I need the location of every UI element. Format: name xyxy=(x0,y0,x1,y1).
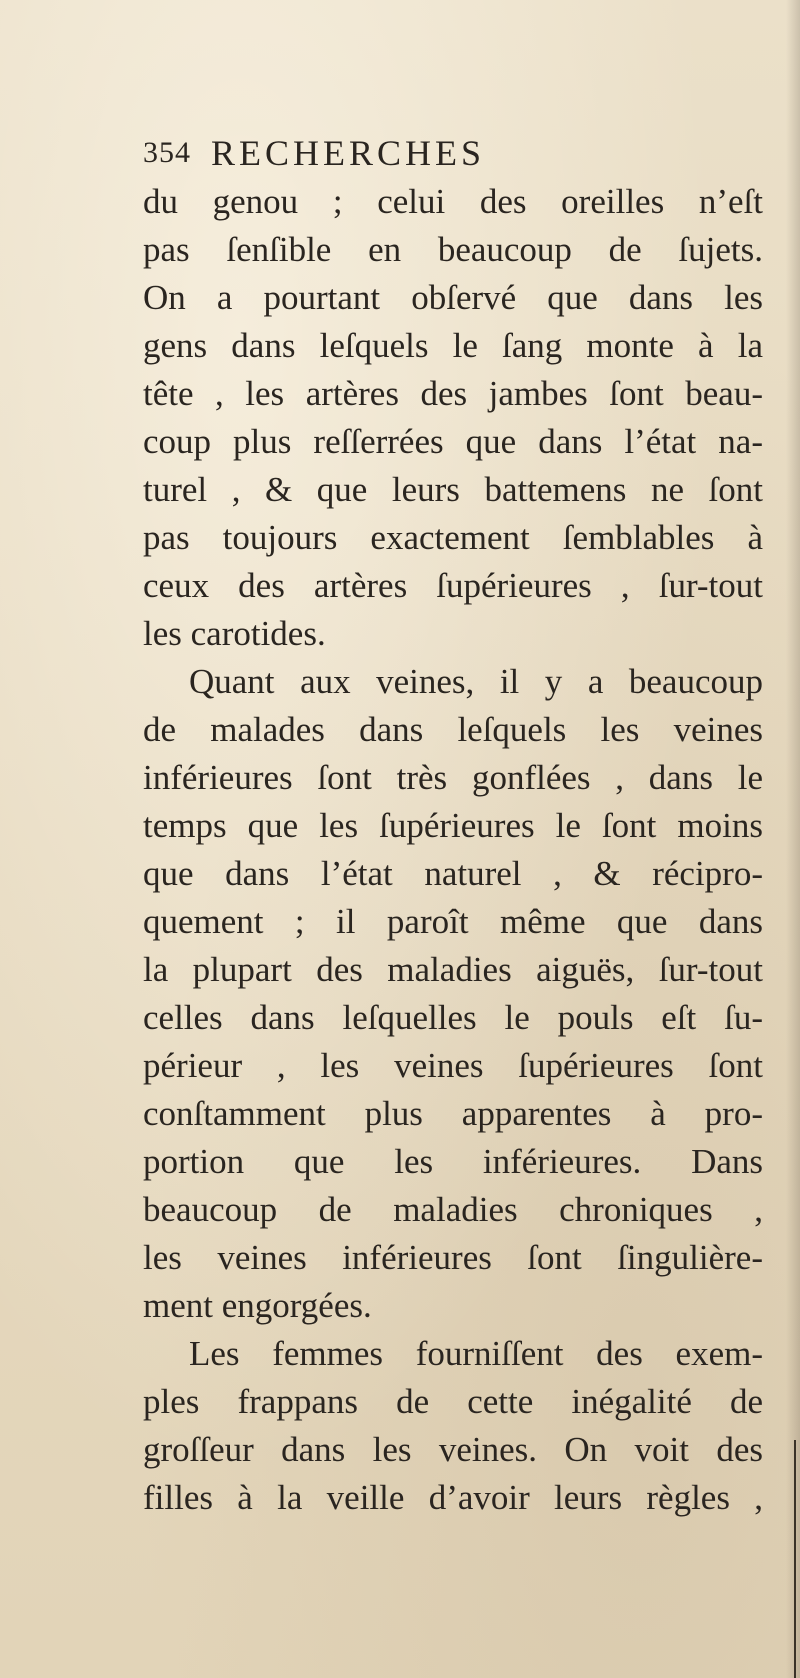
text-line: gens dans leſquels le ſang monte à la xyxy=(143,326,763,365)
paragraph-start: Quant aux veines, il y a beaucoup xyxy=(189,662,763,701)
running-title: RECHERCHES xyxy=(211,133,486,173)
text-line: périeur , les veines ſupérieures ſont xyxy=(143,1046,763,1085)
text-line: conſtamment plus apparentes à pro- xyxy=(143,1094,763,1133)
text-line: les carotides. xyxy=(143,614,326,653)
text-line: On a pourtant obſervé que dans les xyxy=(143,278,763,317)
text-line: beaucoup de maladies chroniques , xyxy=(143,1190,763,1229)
text-line: coup plus reſſerrées que dans l’état na- xyxy=(143,422,763,461)
page-number: 354 xyxy=(143,136,191,169)
text-line: ples frappans de cette inégalité de xyxy=(143,1382,763,1421)
text-line: pas toujours exactement ſemblables à xyxy=(143,518,763,557)
text-line: temps que les ſupérieures le ſont moins xyxy=(143,806,763,845)
text-line: turel , & que leurs battemens ne ſont xyxy=(143,470,763,509)
text-line: la plupart des maladies aiguës, ſur-tout xyxy=(143,950,763,989)
text-line: pas ſenſible en beaucoup de ſujets. xyxy=(143,230,763,269)
text-line: du genou ; celui des oreilles n’eſt xyxy=(143,182,763,221)
text-line: de malades dans leſquels les veines xyxy=(143,710,763,749)
text-line: les veines inférieures ſont ſingulière- xyxy=(143,1238,763,1277)
text-line: portion que les inférieures. Dans xyxy=(143,1142,763,1181)
text-line: groſſeur dans les veines. On voit des xyxy=(143,1430,763,1469)
text-line: filles à la veille d’avoir leurs règles , xyxy=(143,1478,763,1517)
page-edge-shadow xyxy=(786,0,800,1678)
binding-edge xyxy=(794,1440,796,1678)
text-line: quement ; il paroît même que dans xyxy=(143,902,763,941)
text-line: ceux des artères ſupérieures , ſur-tout xyxy=(143,566,763,605)
running-head xyxy=(143,133,763,176)
text-line: que dans l’état naturel , & récipro- xyxy=(143,854,763,893)
text-line: tête , les artères des jambes ſont beau- xyxy=(143,374,763,413)
text-line: celles dans leſquelles le pouls eſt ſu- xyxy=(143,998,763,1037)
text-line: ment engorgées. xyxy=(143,1286,372,1325)
text-line: inférieures ſont très gonflées , dans le xyxy=(143,758,763,797)
paragraph-start: Les femmes fourniſſent des exem- xyxy=(189,1334,763,1373)
